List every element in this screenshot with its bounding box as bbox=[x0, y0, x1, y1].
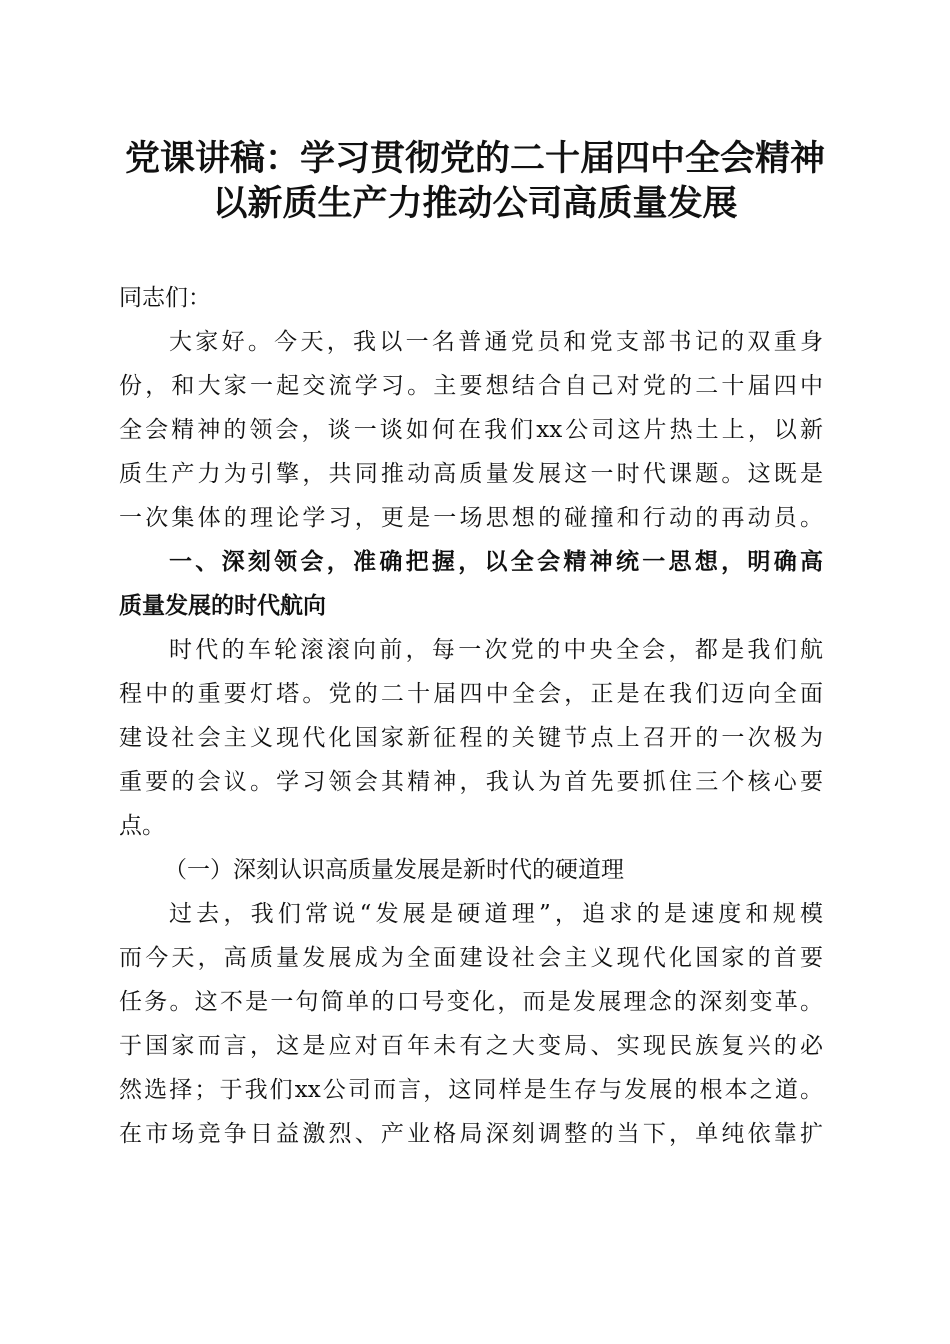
heading-line: 一、深刻领会，准确把握，以全会精神统一思想，明确高 bbox=[169, 549, 823, 575]
paragraph-line: 然选择；于我们xx公司而言，这同样是生存与发展的根本之道。 bbox=[119, 1077, 823, 1103]
paragraph-subsection-1 bbox=[119, 892, 823, 1156]
paragraph-line: 建设社会主义现代化国家新征程的关键节点上召开的一次极为 bbox=[119, 725, 823, 751]
paragraph-line: 点。 bbox=[119, 813, 165, 839]
paragraph-line: 份，和大家一起交流学习。主要想结合自己对党的二十届四中 bbox=[119, 373, 823, 399]
paragraph-line: 全会精神的领会，谈一谈如何在我们xx公司这片热土上，以新 bbox=[119, 417, 823, 443]
paragraph-line: 而今天，高质量发展成为全面建设社会主义现代化国家的首要 bbox=[119, 945, 823, 971]
paragraph-line: 重要的会议。学习领会其精神，我认为首先要抓住三个核心要 bbox=[119, 769, 823, 795]
paragraph-line: 于国家而言，这是应对百年未有之大变局、实现民族复兴的必 bbox=[119, 1033, 823, 1059]
paragraph-line: 过去，我们常说“发展是硬道理”，追求的是速度和规模 bbox=[169, 901, 823, 927]
paragraph-section-1 bbox=[119, 628, 823, 848]
salutation: 同志们： bbox=[119, 285, 211, 311]
paragraph-line: 时代的车轮滚滚向前，每一次党的中央全会，都是我们航 bbox=[169, 637, 823, 663]
document-title-line-2: 以新质生产力推动公司高质量发展 bbox=[212, 184, 738, 224]
document-body bbox=[119, 276, 823, 1156]
subsection-heading-1: （一）深刻认识高质量发展是新时代的硬道理 bbox=[164, 857, 624, 883]
paragraph-line: 质生产力为引擎，共同推动高质量发展这一时代课题。这既是 bbox=[119, 461, 823, 487]
document-title-line-1: 党课讲稿：学习贯彻党的二十届四中全会精神 bbox=[124, 139, 825, 179]
section-heading-1 bbox=[119, 540, 823, 628]
paragraph-intro bbox=[119, 320, 823, 540]
paragraph-line: 大家好。今天，我以一名普通党员和党支部书记的双重身 bbox=[169, 329, 823, 355]
paragraph-line: 程中的重要灯塔。党的二十届四中全会，正是在我们迈向全面 bbox=[119, 681, 823, 707]
heading-line: 质量发展的时代航向 bbox=[119, 593, 326, 619]
paragraph-line: 一次集体的理论学习，更是一场思想的碰撞和行动的再动员。 bbox=[119, 505, 823, 531]
paragraph-line: 任务。这不是一句简单的口号变化，而是发展理念的深刻变革。 bbox=[119, 989, 823, 1015]
paragraph-line: 在市场竞争日益激烈、产业格局深刻调整的当下，单纯依靠扩 bbox=[119, 1121, 823, 1147]
